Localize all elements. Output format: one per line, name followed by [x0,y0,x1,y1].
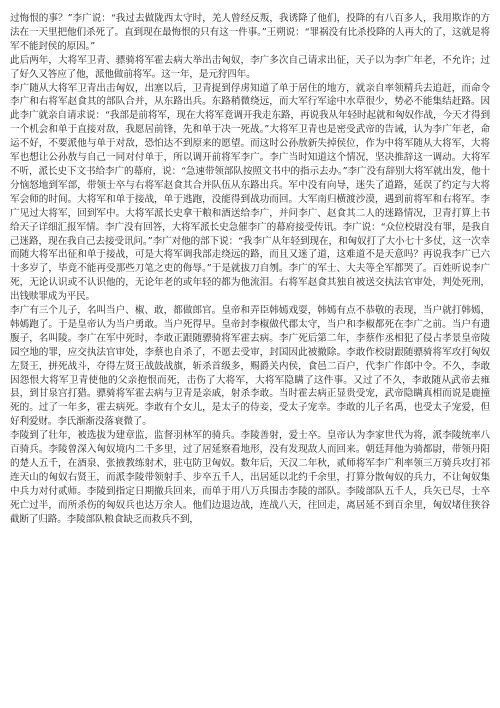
document-page [10,12,490,702]
paragraph-3: 李广随从大将军卫青出击匈奴，出塞以后，卫青捉到俘虏知道了单于居住的地方，就亲自率领精兵去追赶，而命令李广和右将军赵食其的部队合并，从东路出兵。东路稍微绕远，而大军行军途中水草很少，势必不能集结赶路。因此李广就亲自请求说：“我部是前将军，现在大将军竟调开我走东路，再说我从年轻时起就和匈奴作战，今天才得到一个机会和单于直接对敌，我愿居前锋，先和单于决一死战。”大将军卫青也是密受武帝的告诫，认为李广年老，命运不好，不要派他与单于对敌，恐怕达不到原来的愿望。而这时公孙敖新失掉侯位，作为中将军随从大将军，大将军也想让公孙敖与自己一同对付单于，所以调开前将军李广。李广当时知道这个情况，坚决推辞这一调动。大将军不听，派长史下文书给李广的幕府，说：“急速带领部队按照文书中的指示去办。”李广没有辞别大将军就出发，他十分恼怒地到军部，带领士卒与右将军赵食其合并队伍从东路出兵。军中没有向导，迷失了道路，延误了约定与大将军会师的时间。大将军和单于接战，单于逃跑，没能得到战功而回。大军南归横渡沙漠，遇到前将军和右将军。李广见过大将军，回到军中。大将军派长史拿干粮和酒送给李广，并问李广、赵食其二人的迷路情况，卫青打算上书给天子详细汇报军情。李广没有回答，大将军派长史急催李广的幕府接受传讯。李广说：“众位校尉没有罪，是我自己迷路，现在我自己去接受讯问。”李广对他的部下说：“我李广从年轻到现在，和匈奴打了大小七十多仗，这一次幸而随大将军出征和单于接战，可是大将军调我部走绕远的路，而且又迷了道，这难道不是天意吗？再说我李广已六十多岁了，毕竟不能再受那些刀笔之吏的侮辱。”于是就拔刀自刎。李广的军士、大夫等全军都哭了。百姓听说李广死，无论认识或不认识他的，无论年老的或年轻的都为他流泪。右将军赵食其独自被送交执法官审处，判处死刑，出钱赎罪成为平民。 [10,82,490,303]
paragraph-1: 过悔恨的事？”李广说：“我过去做陇西太守时，羌人曾经反叛，我诱降了他们，投降的有八百多人，我用欺诈的方法在一天里把他们杀死了。直到现在最悔恨的只有这一件事。”王朔说：“罪祸没有比杀投降的人再大的了，这就是将军不能封侯的原因。” [10,13,490,52]
paragraph-4: 李广有三个儿子，名叫当户、椒、敢，都做郎官。皇帝和弄臣韩嫣戏耍，韩嫣有点不恭敬的表现，当户就打韩嫣，韩嫣跑了。于是皇帝认为当户勇敢。当户死得早。皇帝封李椒做代郡太守，当户和李椒都死在李广之前。当户有遗腹子，名叫陵。李广在军中死时，李敢正跟随骠骑将军霍去病。李广死后第二年，李蔡作丞相犯了侵占孝景皇帝陵园空地的罪，应交执法官审处，李蔡也自杀了，不愿去受审，封国因此被撤除。李敢作校尉跟随骠骑将军攻打匈奴左贤王，拼死战斗，夺得左贤王战鼓战旗，斩杀首级多，赐爵关内侯，食邑二百户，代李广作郎中令。不久，李敢因怨恨大将军卫青使他的父亲抱恨而死，击伤了大将军，大将军隐瞒了这件事。又过了不久，李敢随从武帝去雍县，到甘泉宫打猎。骠骑将军霍去病与卫青是亲戚，射杀李敢。当时霍去病正显贵受宠，武帝隐瞒真相而说是鹿撞死的。过了一年多，霍去病死。李敢有个女儿，是太子的侍妾，受太子宠幸。李敢的儿子名禹，也受太子宠爱，但好利爱财。李氏渐渐没落衰微了。 [10,305,490,428]
paragraph-2: 此后两年，大将军卫青、骠骑将军霍去病大举出击匈奴，李广多次自己请求出征，天子以为李广年老，不允许；过了好久又答应了他，派他做前将军。这一年，是元狩四年。 [10,54,490,80]
paragraph-5: 李陵到了壮年，被选拔为建章监，监督羽林军的骑兵。李陵善射，爱士卒。皇帝认为李家世代为将，派李陵统率八百骑兵。李陵曾深入匈奴境内二千多里，过了居延察看地形，没有发现敌人而回来。朝廷拜他为骑都尉，带领丹阳的楚人五千，在酒泉、张掖教练射术，驻屯防卫匈奴。数年后，天汉二年秋，贰师将军李广利率领三万骑兵攻打祁连天山的匈奴右贤王，而派李陵带领射手、步卒五千人，出居延以北约千余里，打算分散匈奴的兵力，不让匈奴集中兵力对付贰师。李陵到指定日期撤兵回来，而单于用八万兵围击李陵的部队。李陵部队五千人，兵矢已尽，士卒死亡过半，而所杀伤的匈奴兵也达万余人。他们边退边战，连战八天，往回走，离居延不到百余里，匈奴堵住狭谷截断了归路。李陵部队粮食缺乏而救兵不到， [10,430,490,525]
